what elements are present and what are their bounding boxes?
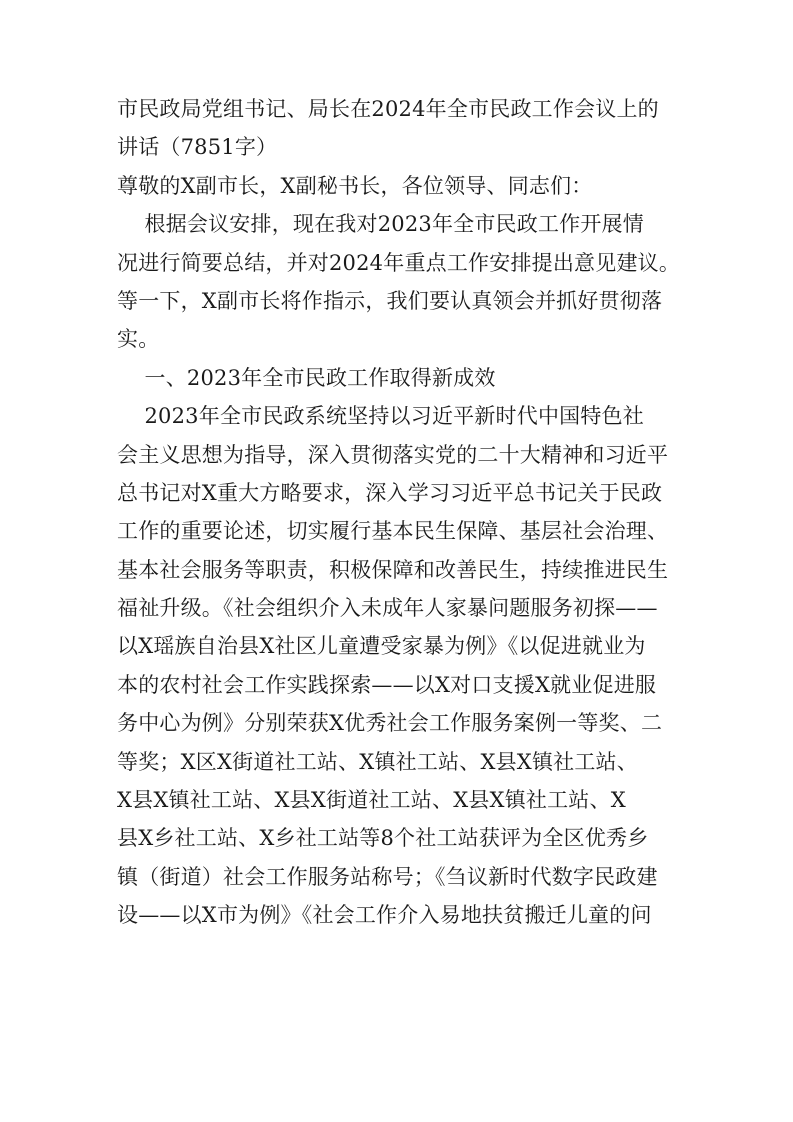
body-line: 会主义思想为指导，深入贯彻落实党的二十大精神和习近平 — [117, 442, 669, 467]
salutation-line: 尊敬的X副市长，X副秘书长，各位领导、同志们： — [117, 173, 593, 198]
document-page — [117, 90, 681, 935]
body-line: 总书记对X重大方略要求，深入学习习近平总书记关于民政 — [117, 480, 663, 505]
body-line: 基本社会服务等职责，积极保障和改善民生，持续推进民生 — [117, 557, 669, 582]
body-line: 设——以X市为例》《社会工作介入易地扶贫搬迁儿童的问 — [117, 903, 652, 928]
body-line: 实。 — [117, 327, 160, 352]
body-line: 务中心为例》分别荣获X优秀社会工作服务案例一等奖、二 — [117, 711, 663, 736]
title-line-2: 讲话（7851字） — [117, 135, 278, 160]
body-line: 工作的重要论述，切实履行基本民生保障、基层社会治理、 — [117, 519, 669, 544]
body-line: 2023年全市民政系统坚持以习近平新时代中国特色社 — [117, 404, 644, 429]
section-heading: 一、2023年全市民政工作取得新成效 — [117, 365, 496, 390]
body-line: 况进行简要总结，并对2024年重点工作安排提出意见建议。 — [117, 250, 681, 275]
body-line: 以X瑶族自治县X社区儿童遭受家暴为例》《以促进就业为 — [117, 634, 646, 659]
body-line: 根据会议安排，现在我对2023年全市民政工作开展情 — [117, 212, 644, 237]
body-line: 县X乡社工站、X乡社工站等8个社工站获评为全区优秀乡 — [117, 826, 649, 851]
body-line: 等一下，X副市长将作指示，我们要认真领会并抓好贯彻落 — [117, 288, 663, 313]
body-line: 镇（街道）社会工作服务站称号；《刍议新时代数字民政建 — [117, 864, 658, 889]
body-line: X县X镇社工站、X县X街道社工站、X县X镇社工站、X — [117, 788, 626, 813]
title-line-1: 市民政局党组书记、局长在2024年全市民政工作会议上的 — [117, 97, 659, 121]
body-line: 等奖；X区X街道社工站、X镇社工站、X县X镇社工站、 — [117, 749, 638, 774]
body-line: 福祉升级。《社会组织介入未成年人家暴问题服务初探—— — [117, 596, 658, 621]
body-line: 本的农村社会工作实践探索——以X对口支援X就业促进服 — [117, 672, 657, 697]
